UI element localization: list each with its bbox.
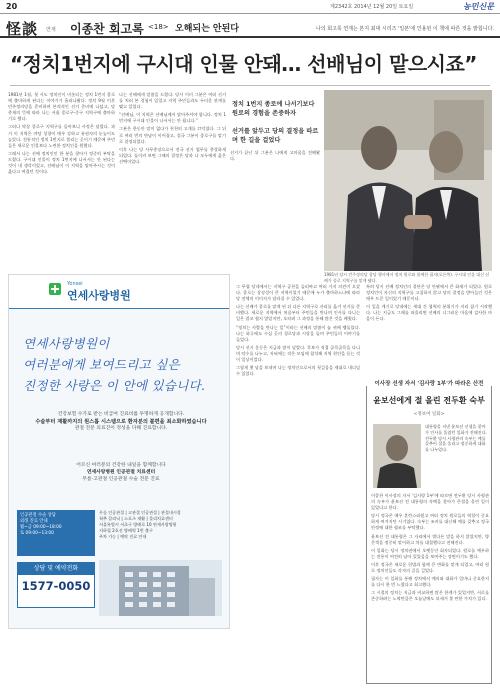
ad-sub-strong: 연세사랑병원 인공관절 치료센터: [86, 469, 156, 475]
ad-logo-kr: 연세사랑병원: [67, 289, 131, 302]
paragraph: 당시 정국은 매우 혼란스러웠고 여러 정치 원로들의 역할이 중요하게 여겨지던 시기였다. 숙부는 조카를 대신해 예를 갖추고 정국 안정에 대한 협조를 부탁했다.: [371, 513, 489, 531]
paragraph: 선거가 끝난 뒤 그분은 나에게 고마움을 전해왔다.: [230, 150, 320, 162]
paragraph: 그러나 막상 종로구 지역구를 돌아보니 사정은 달랐다. 과거 이 지역은 야당 성향이 매우 강하고 유권자의 눈높이도 높았다. 전통적인 정치 1번지로 불리는 곳이기 때문에 주민들은 새로운 인물보다 노련한 정치인을 원했다.: [8, 124, 115, 148]
headline: “정치1번지에 구시대 인물 안돼… 선배님이 맡으시죠”: [10, 44, 490, 86]
series-note: 나의 회고록 연재는 본지 최대 시리즈 '일본'에 인용된 이 책에 따른 것을 밝힙니다.: [316, 26, 494, 32]
article-column-3: [230, 150, 320, 270]
top-strip: [0, 0, 500, 14]
pull-quote: [232, 100, 320, 154]
ad-copy: [31, 412, 211, 432]
page-number: 20: [6, 2, 18, 11]
photo-two-men: [324, 90, 492, 271]
ad-slogan-line: 진정한 사랑은 이 안에 있습니다.: [23, 378, 206, 393]
ad-slogan-line: 여러분에게 보여드리고 싶은: [23, 357, 181, 372]
series-number: <18>: [148, 23, 169, 31]
paragraph: 이종찬 이사장의 자서 '김사랑 1부'에 따르면 전두환 당시 사령관의 숙부가 윤보선 전 대통령의 자택을 찾아가 큰절을 올린 일이 있었다고 한다.: [371, 493, 489, 511]
pull-quote-1: 정치 1번지 종로에 나서기보다 원로의 경험을 존중하자: [232, 101, 315, 117]
paragraph: 이후 정국은 새로운 헌법과 함께 큰 변화를 맞게 되었고, 여러 원로 정치인들도 각자의 길을 걸었다.: [371, 561, 489, 574]
box-subtitle: <정보여 일화>: [413, 412, 445, 417]
portrait-photo: [373, 424, 421, 488]
article-photo: [324, 90, 492, 271]
contact-line: 월~금 09:00~18:00: [20, 525, 62, 530]
photo-caption: 1981년 당시 민주정의당 창당 행사에서 정치 원로와 함께한 필자(오른쪽). 구시대 인물 대신 선배가 종로 지역구를 맡게 됐다.: [324, 272, 490, 283]
series-header: [0, 15, 500, 38]
ad-contacts: [17, 510, 222, 620]
paragraph: 그분은 한동안 말이 없다가 천천히 고개를 끄덕였다. 그 뒤로 여러 번의 만남이 이어졌고, 결국 그분이 종로구를 맡기로 결정되었다.: [119, 126, 226, 144]
contact-line: 지하철 2호선 방배역 1번 출구: [99, 528, 153, 533]
cross-icon: [49, 283, 61, 295]
series-title: 오해되는 안된다: [175, 24, 239, 34]
ad-contact-panel: [17, 510, 95, 556]
ad-sub-line: 무릎·고관절 인공관절 수술 전문 진료: [82, 476, 160, 482]
series-logo: 怪談: [6, 20, 39, 38]
paragraph: 1981년 1월, 첫 시도 정치인이 비롯되는 정치 1번지 종로에 출마하게 된다는 이야기가 흘러나왔다. 정치 9월 이후 민주정의당을 준비하며 본격적인 선거 준비에 나섰고, 당 총재의 뜻에 따라 나는 서울 종로구·중구 지역구에 출마하기로 했다.: [8, 92, 115, 122]
box-title: 윤보선에게 절 올린 전두환 숙부: [373, 396, 485, 405]
paragraph: 그 시절의 정치는 지금과 비교하면 많은 한계가 있었지만, 서로를 존중하려는 노력만큼은 오늘날에도 되새겨 볼 만한 가치가 있다.: [371, 590, 489, 602]
paragraph: 이후 나는 당 사무총장으로서 전국 선거 업무를 총괄하게 되었다. 돌이켜 보면 그때의 결정은 당과 나 모두에게 옳은 선택이었다.: [119, 146, 226, 164]
ad-sub-line: 어르신 여러분의 건강한 내일을 함께합니다: [76, 463, 166, 468]
portrait-image: [373, 424, 421, 488]
contact-line: 인공관절 수술 상담: [20, 513, 56, 518]
phone-label: 상담 및 예약전화: [18, 563, 94, 575]
contact-line: 척추 클리닉 | 스포츠 재활 | 물리치료센터: [99, 516, 173, 521]
article-column-4: [236, 284, 360, 634]
contact-line: 토 09:00~13:00: [20, 531, 54, 536]
pull-quote-2: 선거를 앞두고 당의 결정을 따르며 한 길을 걸었다: [232, 128, 319, 144]
paragraph: 나는 선배가 종로를 맡게 된 뒤 다른 지역구로 자리를 옮겨 선거를 준비했다. 새로운 지역에서 처음부터 주민들을 만나며 인사를 다니는 일은 결코 쉽지 않았지만, 오히려 그 과정을 통해 많은 것을 배웠다.: [236, 304, 360, 322]
paragraph: 당시 선거 운동은 지금과 많이 달랐다. 후보가 직접 골목골목을 다니며 악수를 나누고, 저녁에는 작은 모임에 참석해 지역 현안을 듣는 것이 일상이었다.: [236, 344, 360, 363]
paragraph: 필자는 이 일화를 통해 정치에서 예의와 대화가 얼마나 중요한지를 다시 한 번 느꼈다고 회고했다.: [371, 576, 489, 588]
paragraph: 그래서 나는 선배 정치인인 한 분을 찾아가 정중히 부탁을 드렸다. 구시대 인물이 정치 1번지에 나서서는 안 된다는 것이 내 생각이었고, 선배님이 이 지역을 맡아주시는 것이 옳다고 여겼던 것이다.: [8, 150, 115, 175]
phone-number[interactable]: 1577-0050: [21, 579, 91, 593]
paragraph: 그렇게 몇 달을 보내며 나는 정치인으로서의 첫걸음을 제대로 내디딜 수 있었다.: [236, 365, 360, 377]
hospital-building-image: [99, 560, 222, 616]
ad-copy-line: 건강보험 수가로 받는 비급여 진료비를 투명하게 공개합니다.: [57, 412, 185, 417]
paragraph: 특히 당시 선배 정치인의 결단은 당 안팎에서 큰 화제가 되었다. 원로 정치인이 자신의 지역구를 고집하지 않고 당의 결정을 받아들인 것은 매우 드문 일이었기 때문이다.: [366, 284, 492, 302]
portrait-text: 대통령을 지낸 윤보선 선생을 찾아가 인사를 올렸던 일화가 전해진다. 전두환 당시 사령관의 숙부는 예를 갖추어 절을 올리고 정중하게 대화를 나누었다.: [425, 424, 487, 453]
issue-info: 제2342호 2014년 12월 20일 토요일: [330, 4, 414, 10]
ad-slogan: [23, 333, 219, 396]
article-column-1: [8, 92, 115, 267]
ad-slogan-line: 연세사랑병원이: [23, 336, 110, 351]
ad-sub: [31, 463, 211, 483]
paragraph: 이 일을 계기로 당내에는 세대 간 협력의 분위기가 자리 잡기 시작했다. 나는 지금도 그때를 떠올리면 선배의 너그러운 마음에 감사한 마음이 든다.: [366, 304, 492, 322]
article-column-5: [366, 284, 492, 378]
box-kicker: 이사장 선생 자서 '김사랑 1부'가 따라온 산전: [367, 379, 491, 387]
ad-logo: [9, 275, 229, 309]
contact-line: 주차 가능 | 예약 진료 안내: [99, 534, 147, 539]
ad-logo-en: Yonsei: [67, 281, 83, 287]
paragraph: 나는 선배에게 말씀을 드렸다. 당시 이미 그분은 여러 선거를 치러 본 경험이 있었고 지역 주민들과도 두터운 관계를 맺고 있었다.: [119, 92, 226, 110]
publication-name: 농민신문: [463, 2, 494, 11]
contact-line: 외래 진료 안내: [20, 519, 48, 524]
paragraph: “선배님, 이 지역은 선배님께서 맡아주셔야 합니다. 정치 1번지에 구시대 인물이 나서서는 안 됩니다.”: [119, 112, 226, 124]
ad-contact-info: [99, 510, 222, 540]
side-story-box: [366, 381, 492, 684]
paragraph: 그 무렵 당내에서는 지역구 공천을 둘러싸고 여러 가지 의견이 오갔다. 종로는 상징성이 큰 지역이었기 때문에 누가 출마하느냐에 따라 당 전체의 이미지가 달라질 수 있었다.: [236, 284, 360, 302]
paragraph: 이 일화는 당시 정치권에서 오랫동안 회자되었다. 원로를 예우하는 전통이 여전히 남아 있었음을 보여주는 장면이기도 했다.: [371, 547, 489, 559]
contact-line: 무릎 인공관절 | 고관절 인공관절 | 관절내시경: [99, 510, 181, 515]
ad-copy-line: 관절 전문 의료진이 정성을 다해 진료합니다.: [74, 425, 168, 431]
ad-phone-box[interactable]: [17, 562, 95, 608]
article-column-2: [119, 92, 226, 267]
box-column: [371, 493, 489, 679]
contact-line: 서울특별시 서초구 방배로 10 연세사랑병원: [99, 522, 177, 527]
ad-copy-strong: 수술부터 재활까지의 원스톱 시스템으로 환자분의 불편을 최소화하였습니다: [35, 418, 207, 425]
series-sub: 연재: [46, 27, 56, 33]
hospital-advertisement[interactable]: [8, 274, 230, 629]
paragraph: 윤보선 전 대통령은 그 자리에서 별다른 말을 하지 않았지만, 방문객을 정중히 맞이하고 차를 대접했다고 전해진다.: [371, 533, 489, 545]
series-author: 이종찬 회고록: [70, 22, 144, 36]
paragraph: “정치는 사람을 만나는 일”이라는 선배의 말씀이 늘 귀에 맴돌았다. 나는 하루에도 수십 곳의 경로당과 시장을 돌며 주민들의 이야기를 들었다.: [236, 324, 360, 342]
